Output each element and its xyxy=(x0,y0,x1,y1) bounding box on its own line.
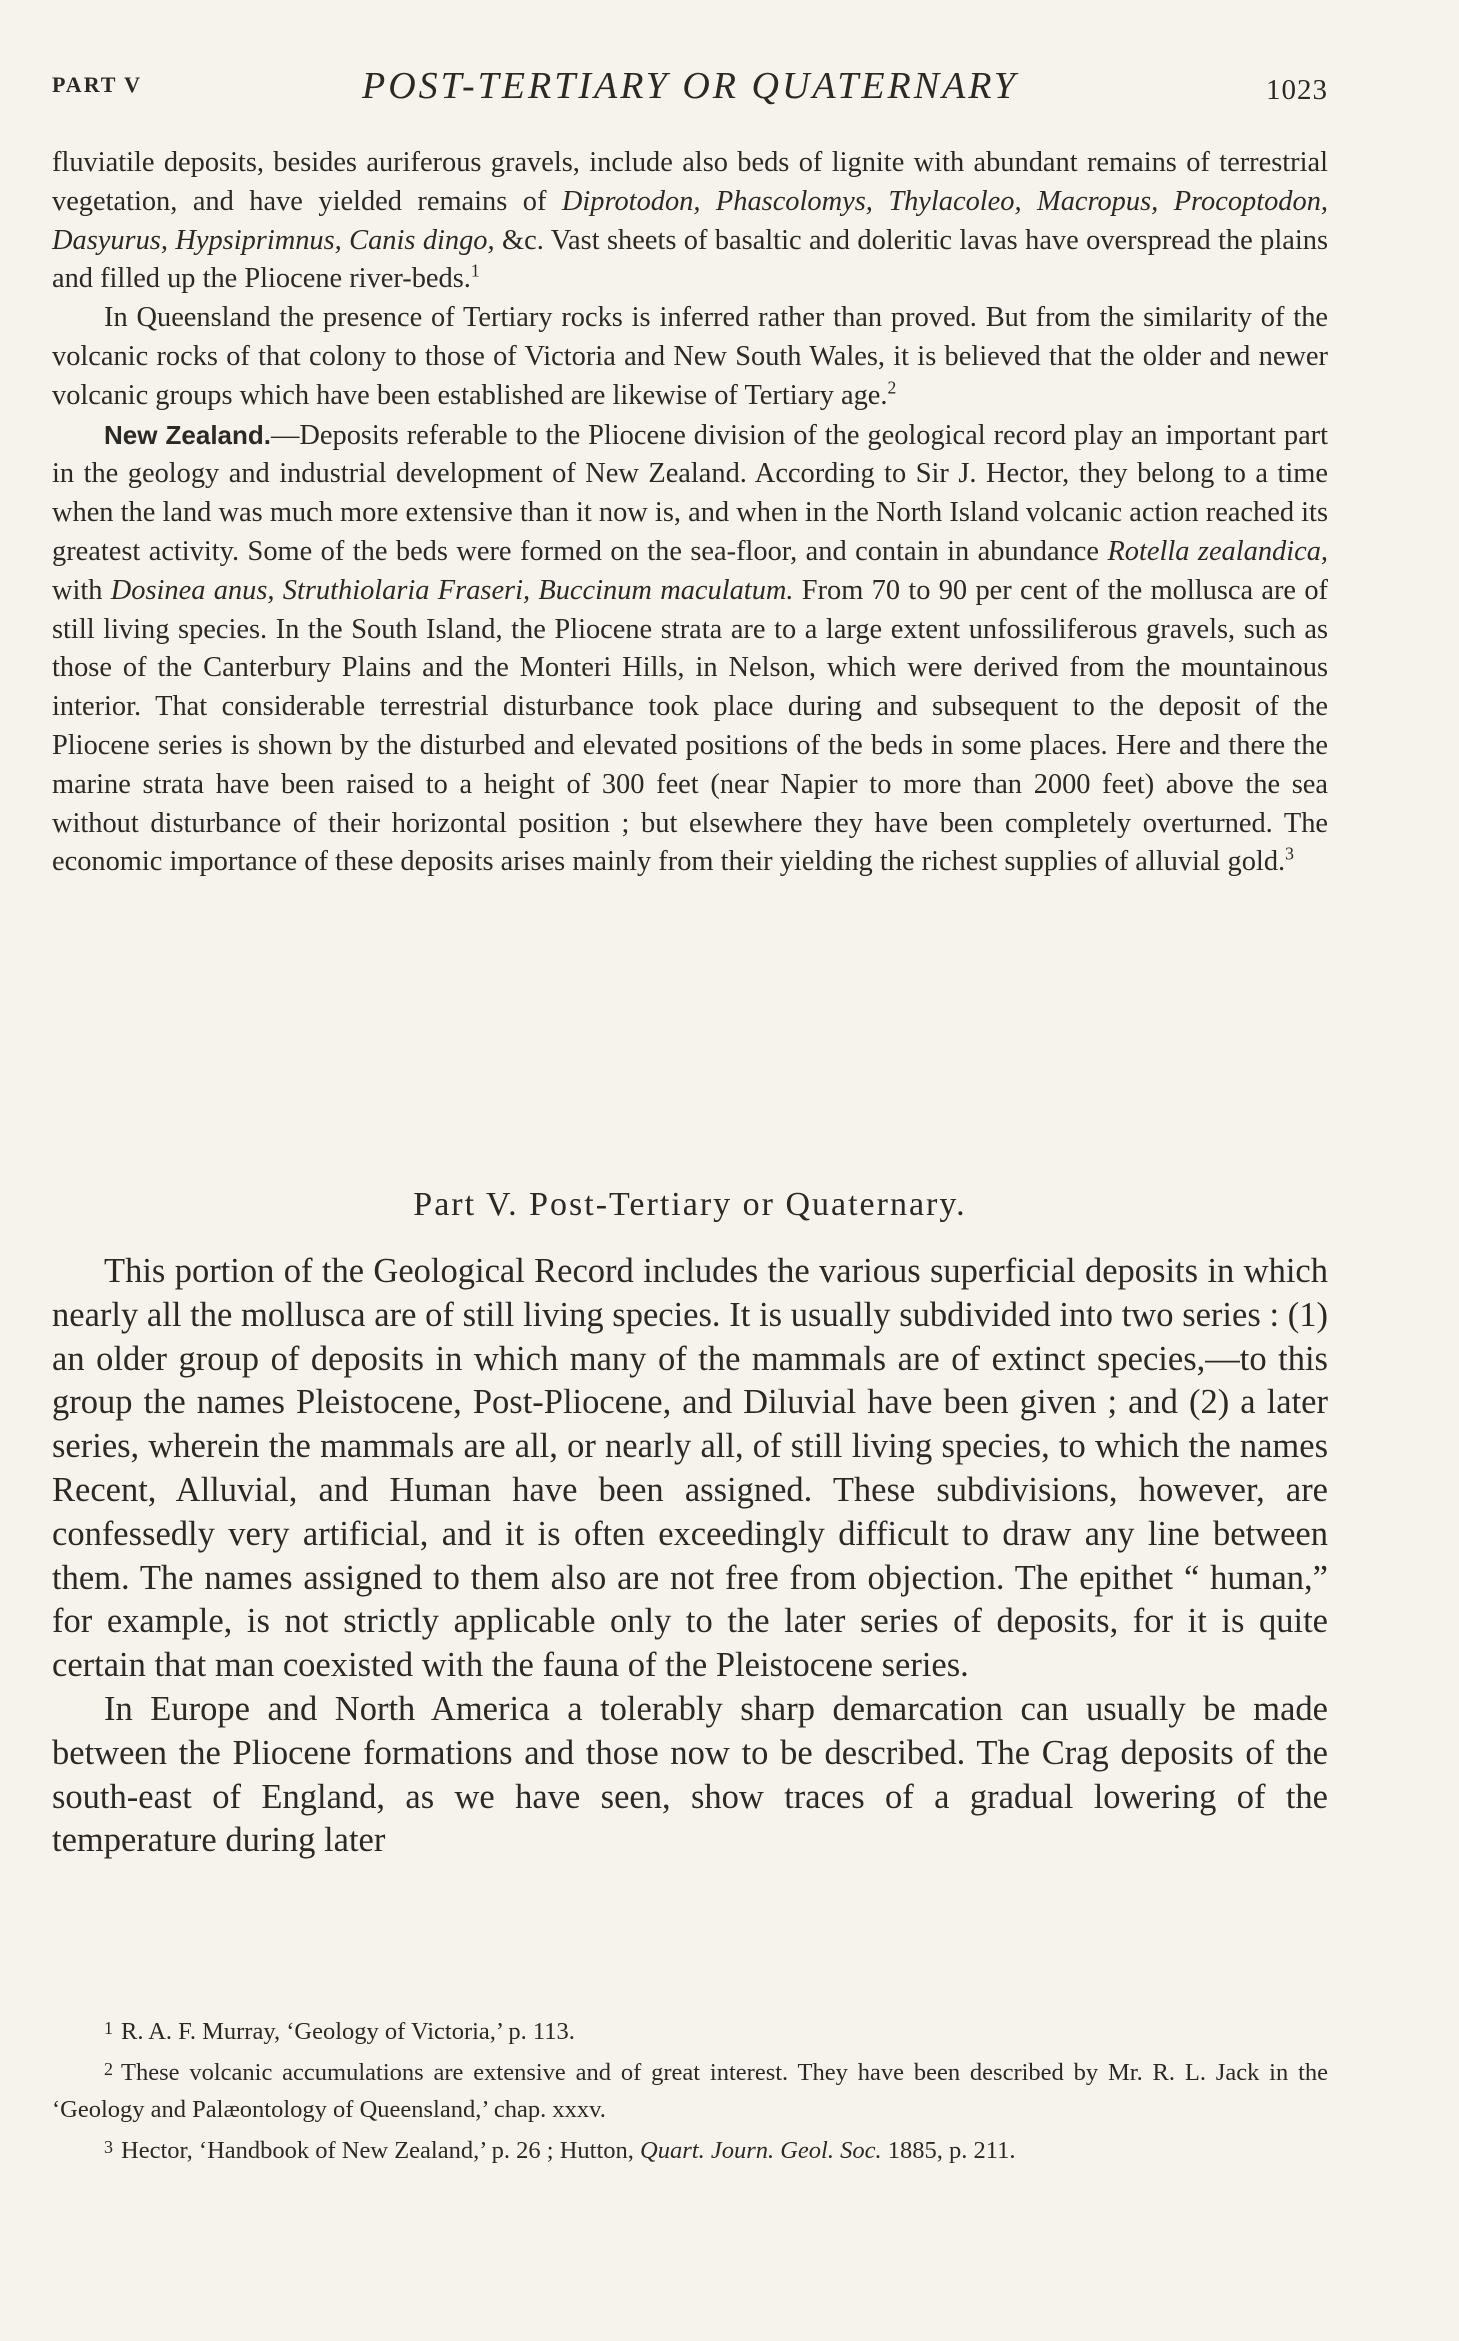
paragraph-new-zealand xyxy=(52,416,1328,883)
part-heading: Part V. Post-Tertiary or Quaternary. xyxy=(413,1186,967,1223)
paragraph-text: From 70 to 90 per cent of the mollusca are of still living species. In the South Island, the Pliocene strata are to a large extent unfossiliferous gravels, such as those of the Canterbury Plains and the Monteri Hills, in Nelson, which were derived from the mountainous interior. That considerable terrestrial disturbance took place during and subsequent to the deposit of the Pliocene series is shown by the disturbed and elevated positions of the beds in some places. Here and there the marine strata have been raised to a height of 300 feet (near Napier to more than 2000 feet) above the sea without disturbance of their horizontal position ; but elsewhere they have been completely overturned. The economic importance of these deposits arises mainly from their yielding the richest supplies of alluvial gold. xyxy=(52,574,1328,878)
running-head-part: PART V xyxy=(52,72,143,97)
footnote-1 xyxy=(52,2010,1328,2051)
footnote-ref: 2 xyxy=(887,377,897,398)
paragraph-victoria xyxy=(52,144,1328,299)
quaternary-section xyxy=(52,1250,1328,1863)
footnote-text: Hector, ‘Handbook of New Zealand,’ p. 26 ; Hutton, xyxy=(121,2136,641,2164)
journal-title: Quart. Journ. Geol. Soc. xyxy=(640,2136,882,2164)
page-number: 1023 xyxy=(1266,74,1328,106)
paragraph-queensland xyxy=(52,299,1328,415)
footnotes xyxy=(52,2010,1328,2169)
paragraph-text: &c. Vast sheets of basaltic and doleritic lavas have overspread the plains and filled up the Pliocene river-beds. xyxy=(52,224,1328,295)
footnote-text: 1885, p. 211. xyxy=(881,2136,1016,2164)
paragraph-text: with xyxy=(52,574,111,606)
pliocene-section xyxy=(52,144,1328,882)
footnote-3 xyxy=(52,2129,1328,2170)
running-head-title: POST-TERTIARY OR QUATERNARY xyxy=(362,65,1018,107)
fossil-name: Dosinea anus, Struthiolaria Fraseri, Buccinum maculatum. xyxy=(110,574,794,606)
running-head xyxy=(52,64,1328,114)
paragraph-text: In Queensland the presence of Tertiary rocks is inferred rather than proved. But from the similarity of the volcanic rocks of that colony to those of Victoria and New South Wales, it is believed that the older and newer volcanic groups which have been established are likewise of Tertiary age. xyxy=(52,302,1328,411)
footnote-2 xyxy=(52,2051,1328,2129)
footnote-ref: 1 xyxy=(470,260,480,281)
run-in-heading: New Zealand. xyxy=(104,419,271,450)
footnote-number: 1 xyxy=(104,2018,113,2038)
fossil-names: Diprotodon, Phascolomys, Thylacoleo, Macropus, Procoptodon, Dasyurus, Hypsiprimnus, Canis dingo, xyxy=(52,185,1328,256)
footnote-number: 3 xyxy=(104,2136,113,2157)
paragraph-text: fluviatile deposits, besides auriferous gravels, include also beds of lignite with abundant remains of terrestrial vegetation, and have yielded remains of xyxy=(52,147,1328,217)
footnote-text: These volcanic accumulations are extensive and of great interest. They have been described by Mr. R. L. Jack in the ‘Geology and Palæontology of Queensland,’ chap. xxxv. xyxy=(52,2058,1328,2123)
paragraph-intro: This portion of the Geological Record includes the various superficial deposits in which nearly all the mollusca are of still living species. It is usually subdivided into two series : (1) an older group of deposits in which many of the mammals are of extinct species,—to this group the names Pleistocene, Post-Pliocene, and Diluvial have been given ; and (2) a later series, wherein the mammals are all, or nearly all, of still living species, to which the names Recent, Alluvial, and Human have been assigned. These subdivisions, however, are confessedly very artificial, and it is often exceedingly difficult to draw any line between them. The names assigned to them also are not free from objection. The epithet “ human,” for example, is not strictly applicable only to the later series of deposits, for it is quite certain that man coexisted with the fauna of the Pleistocene series. xyxy=(52,1252,1328,1685)
paragraph-text: —Deposits referable to the Pliocene division of the geological record play an important part in the geology and industrial development of New Zealand. According to Sir J. Hector, they belong to a time when the land was much more extensive than it now is, and when in the North Island volcanic action reached its greatest activity. Some of the beds were formed on the sea-floor, and contain in abundance xyxy=(52,419,1329,567)
footnote-number: 2 xyxy=(104,2058,113,2079)
paragraph-europe: In Europe and North America a tolerably sharp demarcation can usually be made between the Pliocene formations and those now to be described. The Crag deposits of the south-east of England, as we have seen, show traces of a gradual lowering of the temperature during later xyxy=(52,1689,1328,1860)
fossil-name: Rotella zealandica, xyxy=(1107,535,1328,567)
footnote-ref: 3 xyxy=(1285,843,1294,864)
footnote-text: R. A. F. Murray, ‘Geology of Victoria,’ p. 113. xyxy=(121,2018,575,2045)
